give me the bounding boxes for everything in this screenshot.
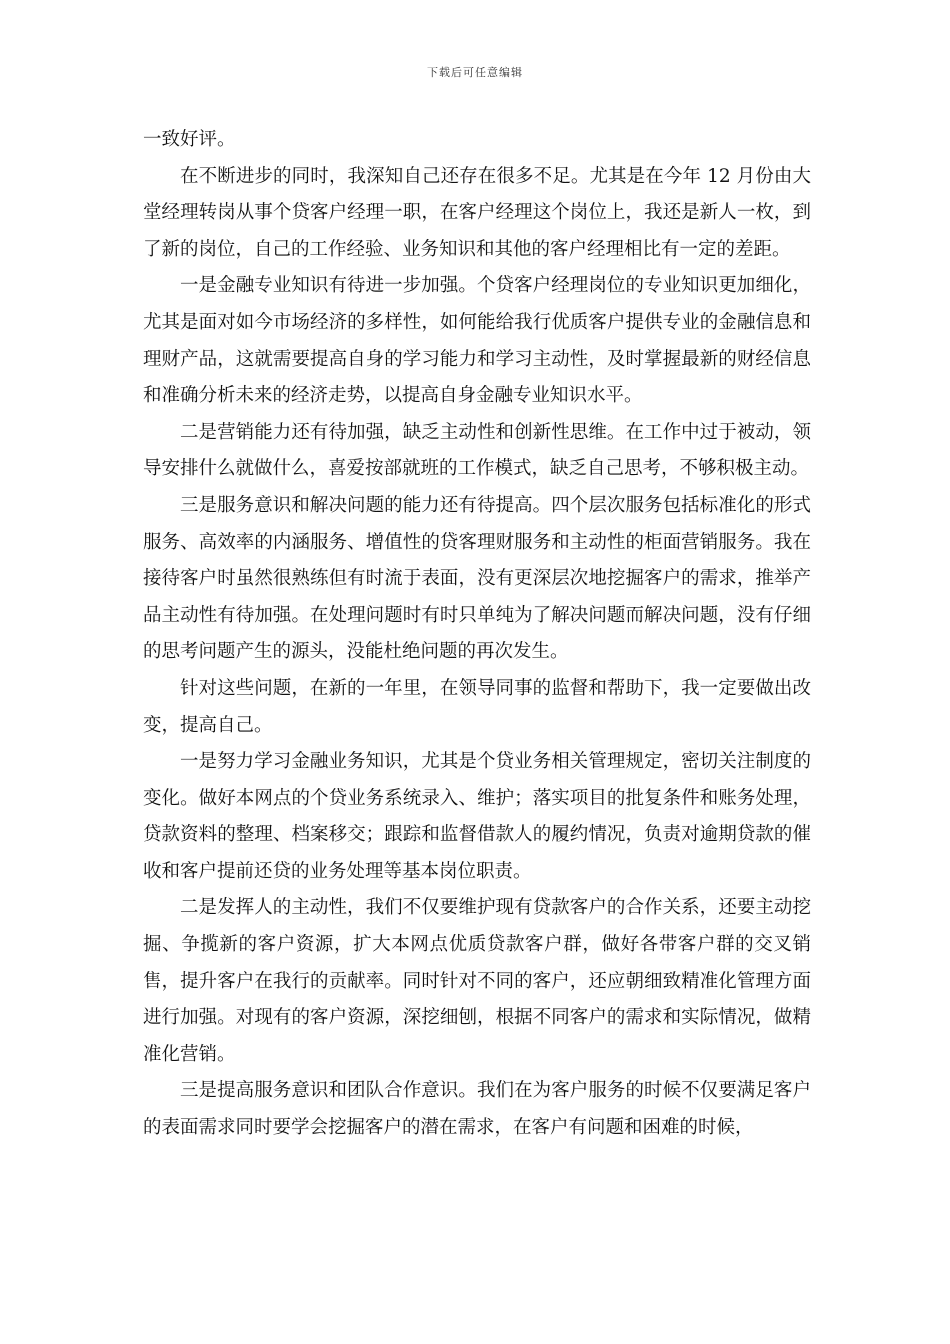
paragraph: 一致好评。: [143, 129, 236, 150]
paragraph: 针对这些问题，在新的一年里，在领导同事的监督和帮助下，我一定要做出改变，提高自己。: [143, 677, 811, 736]
paragraph: 三是提高服务意识和团队合作意识。我们在为客户服务的时候不仅要满足客户的表面需求同时要学会挖掘客户的潜在需求，在客户有问题和困难的时候，: [143, 1080, 811, 1139]
paragraph: 一是努力学习金融业务知识，尤其是个贷业务相关管理规定，密切关注制度的变化。做好本网点的个贷业务系统录入、维护；落实项目的批复条件和账务处理，贷款资料的整理、档案移交；跟踪和监督借款人的履约情况，负责对逾期贷款的催收和客户提前还贷的业务处理等基本岗位职责。: [143, 751, 811, 882]
document-body: [143, 122, 811, 1147]
paragraph: 一是金融专业知识有待进一步加强。个贷客户经理岗位的专业知识更加细化，尤其是面对如今市场经济的多样性，如何能给我行优质客户提供专业的金融信息和理财产品，这就需要提高自身的学习能力和学习主动性，及时掌握最新的财经信息和准确分析未来的经济走势，以提高自身金融专业知识水平。: [143, 275, 811, 407]
paragraph: 二是营销能力还有待加强，缺乏主动性和创新性思维。在工作中过于被动，领导安排什么就做什么，喜爱按部就班的工作模式，缺乏自己思考，不够积极主动。: [143, 421, 811, 480]
paragraph: 三是服务意识和解决问题的能力还有待提高。四个层次服务包括标准化的形式服务、高效率的内涵服务、增值性的贷客理财服务和主动性的柜面营销服务。我在接待客户时虽然很熟练但有时流于表面，没有更深层次地挖掘客户的需求，推举产品主动性有待加强。在处理问题时有时只单纯为了解决问题而解决问题，没有仔细的思考问题产生的源头，没能杜绝问题的再次发生。: [143, 494, 811, 663]
paragraph: 二是发挥人的主动性，我们不仅要维护现有贷款客户的合作关系，还要主动挖掘、争揽新的客户资源，扩大本网点优质贷款客户群，做好各带客户群的交叉销售，提升客户在我行的贡献率。同时针对不同的客户，还应朝细致精准化管理方面进行加强。对现有的客户资源，深挖细刨，根据不同客户的需求和实际情况，做精准化营销。: [143, 897, 811, 1065]
paragraph: 在不断进步的同时，我深知自己还存在很多不足。尤其是在今年 12 月份由大堂经理转岗从事个贷客户经理一职，在客户经理这个岗位上，我还是新人一枚，到了新的岗位，自己的工作经验、业务知识和其他的客户经理相比有一定的差距。: [143, 165, 811, 260]
page-header: 下载后可任意编辑: [427, 66, 523, 79]
